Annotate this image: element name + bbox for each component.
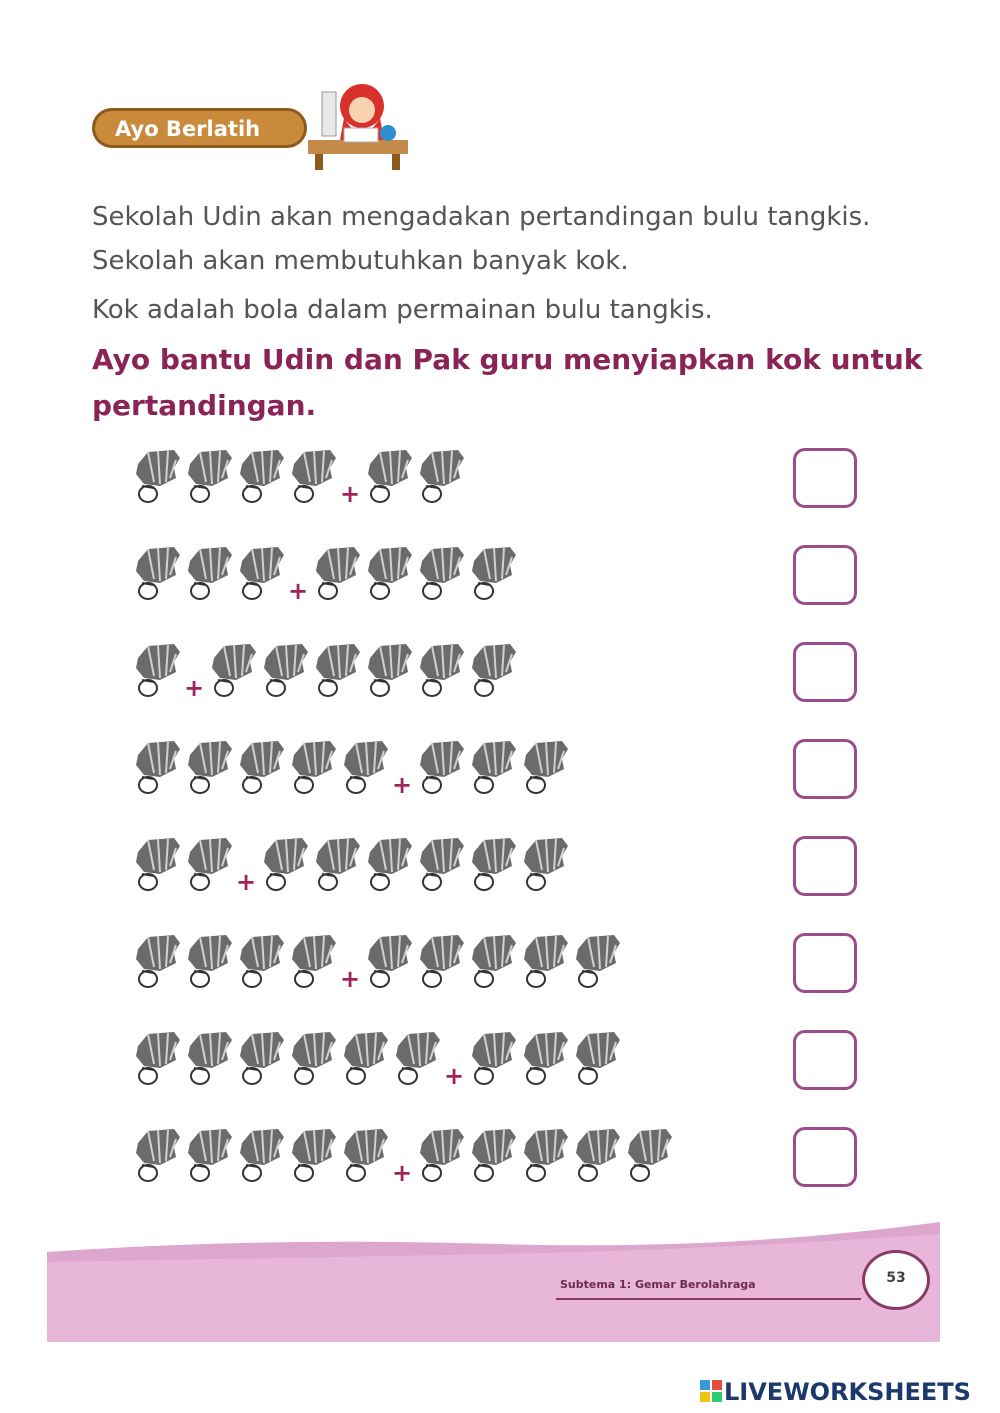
plus-operator: + [392, 771, 413, 799]
shuttlecock-icon [466, 836, 522, 894]
shuttlecock-icon [206, 642, 262, 700]
shuttlecock-icon [414, 739, 470, 797]
plus-operator: + [444, 1062, 465, 1090]
page-number-badge [862, 1250, 930, 1310]
plus-operator: + [288, 577, 309, 605]
shuttlecock-icon [258, 836, 314, 894]
ayo-berlatih-badge [92, 108, 322, 148]
shuttlecock-icon [362, 448, 418, 506]
shuttlecock-icon [622, 1127, 678, 1185]
answer-box[interactable] [793, 739, 857, 799]
brand-name: LIVEWORKSHEETS [724, 1378, 971, 1406]
shuttlecock-icon [130, 836, 186, 894]
badge-label: Ayo Berlatih [115, 117, 261, 141]
answer-box[interactable] [793, 642, 857, 702]
shuttlecock-icon [518, 1030, 574, 1088]
shuttlecock-icon [130, 1127, 186, 1185]
shuttlecock-icon [414, 448, 470, 506]
shuttlecock-icon [362, 836, 418, 894]
shuttlecock-icon [130, 642, 186, 700]
shuttlecock-icon [130, 448, 186, 506]
shuttlecock-icon [414, 836, 470, 894]
instruction-text: Ayo bantu Udin dan Pak guru menyiapkan kok untuk pertandingan. [92, 343, 923, 422]
shuttlecock-icon [390, 1030, 446, 1088]
plus-operator: + [392, 1159, 413, 1187]
shuttlecock-icon [518, 933, 574, 991]
answer-box[interactable] [793, 1030, 857, 1090]
shuttlecock-icon [466, 545, 522, 603]
shuttlecock-icon [518, 1127, 574, 1185]
shuttlecock-icon [518, 739, 574, 797]
shuttlecock-icon [570, 933, 626, 991]
shuttlecock-icon [310, 642, 366, 700]
shuttlecock-icon [182, 448, 238, 506]
shuttlecock-icon [182, 739, 238, 797]
shuttlecock-icon [234, 1127, 290, 1185]
shuttlecock-icon [130, 545, 186, 603]
shuttlecock-icon [130, 933, 186, 991]
shuttlecock-icon [338, 1030, 394, 1088]
shuttlecock-icon [414, 933, 470, 991]
plus-operator: + [340, 480, 361, 508]
shuttlecock-icon [466, 1127, 522, 1185]
shuttlecock-icon [466, 739, 522, 797]
shuttlecock-icon [286, 1030, 342, 1088]
footer-band [47, 1222, 940, 1342]
shuttlecock-icon [258, 642, 314, 700]
shuttlecock-icon [234, 545, 290, 603]
shuttlecock-icon [234, 448, 290, 506]
shuttlecock-icon [414, 545, 470, 603]
shuttlecock-icon [234, 1030, 290, 1088]
shuttlecock-icon [182, 545, 238, 603]
shuttlecock-icon [130, 739, 186, 797]
footer-subtheme: Subtema 1: Gemar Berolahraga [560, 1278, 756, 1291]
answer-box[interactable] [793, 545, 857, 605]
shuttlecock-icon [310, 545, 366, 603]
shuttlecock-icon [182, 836, 238, 894]
shuttlecock-icon [182, 1030, 238, 1088]
shuttlecock-icon [362, 545, 418, 603]
shuttlecock-icon [182, 1127, 238, 1185]
plus-operator: + [236, 868, 257, 896]
shuttlecock-icon [338, 739, 394, 797]
liveworksheets-logo-icon [700, 1380, 722, 1402]
shuttlecock-icon [310, 836, 366, 894]
shuttlecock-icon [414, 642, 470, 700]
shuttlecock-icon [466, 642, 522, 700]
shuttlecock-icon [570, 1127, 626, 1185]
shuttlecock-icon [338, 1127, 394, 1185]
shuttlecock-icon [466, 1030, 522, 1088]
shuttlecock-icon [286, 933, 342, 991]
shuttlecock-icon [286, 739, 342, 797]
shuttlecock-icon [182, 933, 238, 991]
shuttlecock-icon [414, 1127, 470, 1185]
footer-underline [556, 1298, 861, 1300]
shuttlecock-icon [570, 1030, 626, 1088]
plus-operator: + [184, 674, 205, 702]
answer-box[interactable] [793, 836, 857, 896]
shuttlecock-icon [362, 933, 418, 991]
shuttlecock-icon [362, 642, 418, 700]
shuttlecock-icon [130, 1030, 186, 1088]
shuttlecock-icon [286, 448, 342, 506]
answer-box[interactable] [793, 933, 857, 993]
mascot-girl-icon [300, 78, 410, 173]
shuttlecock-icon [286, 1127, 342, 1185]
plus-operator: + [340, 965, 361, 993]
shuttlecock-icon [518, 836, 574, 894]
intro-paragraph-1: Sekolah Udin akan mengadakan pertandingan bulu tangkis. Sekolah akan membutuhkan banyak kok. [92, 202, 871, 276]
answer-box[interactable] [793, 448, 857, 508]
intro-paragraph-2: Kok adalah bola dalam permainan bulu tangkis. [92, 295, 713, 325]
shuttlecock-icon [234, 739, 290, 797]
shuttlecock-icon [466, 933, 522, 991]
badge-pill [92, 108, 307, 148]
page-number: 53 [886, 1270, 906, 1286]
answer-box[interactable] [793, 1127, 857, 1187]
shuttlecock-icon [234, 933, 290, 991]
